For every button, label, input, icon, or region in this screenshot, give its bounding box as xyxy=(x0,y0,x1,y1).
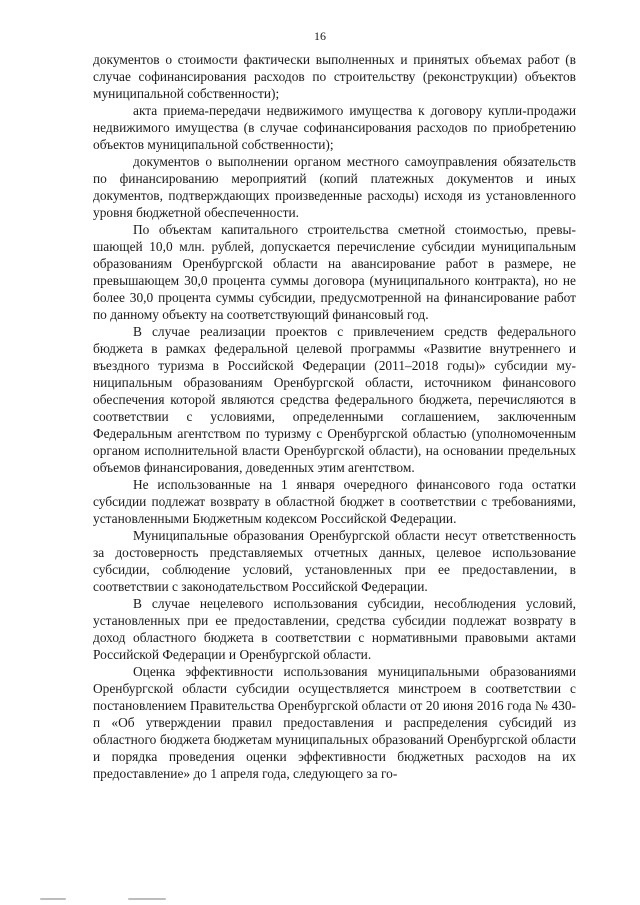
paragraph: В случае нецелевого использования субсидии, несоблюдения условий, установленных при ее предоставлении, средства субсидии подлежат возврату в доход областного бюджета в соответствии с нормативными правовыми актами Российской Федерации и Оренбургской области. xyxy=(93,596,576,662)
paragraph: документов о выполнении органом местного самоуправления обязательств по финансированию мероприятий (копий платежных документов и иных документов, подтверждающих произведенные расходы) исходя из установленного уровня бюджетной обеспеченности. xyxy=(93,154,576,220)
paragraph: акта приема-передачи недвижимого имущества к договору купли-продажи недвижимого имущества (в случае софинансирования расходов по приобретению объектов муниципальной собственности); xyxy=(93,103,576,152)
scan-mark xyxy=(40,898,66,900)
page-number: 16 xyxy=(314,29,326,43)
paragraph: Не использованные на 1 января очередного финансового года остатки субсидии подлежат возврату в областной бюджет в соответствии с требованиями, установленными Бюджетным кодексом Российской Федерации. xyxy=(93,477,576,526)
paragraph: В случае реализации проектов с привлечением средств федерального бюджета в рамках федеральной целевой программы «Развитие внутреннего и въездного туризма в Российской Федерации (2011–2018 годы)» субсидии муниципальным образованиям Оренбургской области, источником финансового обеспечения которой являются средства федерального бюджета, перечисляются в соответствии с условиями, определенными соглашением, заключенным Федеральным агентством по туризму с Оренбургской областью (уполномоченным органом исполнительной власти Оренбургской области), на основании предельных объемов финансирования, доведенных этим агентством. xyxy=(93,324,576,475)
scan-mark xyxy=(128,898,166,900)
paragraph: Муниципальные образования Оренбургской области несут ответственность за достоверность представляемых отчетных данных, целевое использование субсидии, соблюдение условий, установленных при ее предоставлении, в соответствии с законодательством Российской Федерации. xyxy=(93,528,576,594)
paragraph: Оценка эффективности использования муниципальными образованиями Оренбургской области субсидии осуществляется минстроем в соответствии с постановлением Правительства Оренбургской области от 20 июня 2016 года № 430-п «Об утверждении правил предоставления и распределения субсидий из областного бюджета бюджетам муниципальных образований Оренбургской области и порядка проведения оценки эффективности бюджетных расходов на их предоставление» до 1 апреля года, следующего за го- xyxy=(93,664,576,781)
document-body xyxy=(93,51,576,782)
paragraph-continuation: документов о стоимости фактически выполненных и принятых объемах работ (в случае софинансирования расходов по строительству (реконструкции) объектов муниципальной собственности); xyxy=(93,52,576,101)
paragraph: По объектам капитального строительства сметной стоимостью, превышающей 10,0 млн. рублей, допускается перечисление субсидии муниципальным образованиям Оренбургской области на авансирование работ в размере, не превышающем 30,0 процента суммы договора (муниципального контракта), но не более 30,0 процента суммы субсидии, предусмотренной на финансирование работ по данному объекту на соответствующий финансовый год. xyxy=(93,222,576,322)
